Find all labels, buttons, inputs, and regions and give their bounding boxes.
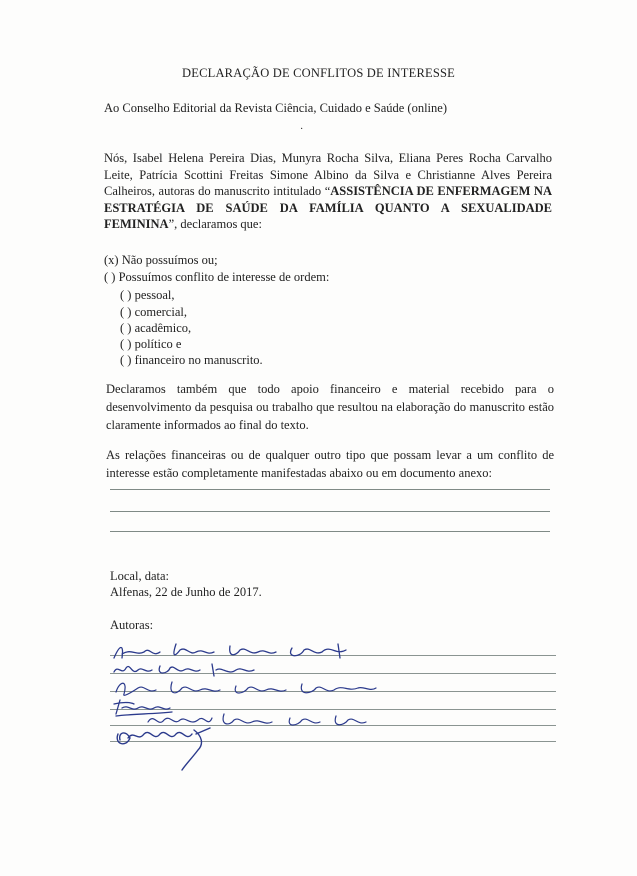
option-no-conflict-label: Não possuímos ou;	[121, 253, 218, 267]
manuscript-title: ASSISTÊNCIA DE ENFERMAGEM NA ESTRATÉGIA DE SAÚDE DA FAMÍLIA QUANTO A SEXUALIDADE FEMININA	[104, 184, 552, 231]
option-academic-label: acadêmico,	[134, 321, 192, 335]
option-political	[120, 337, 181, 352]
checkbox-has-conflict[interactable]: ( )	[104, 270, 116, 284]
signature-eliana-icon	[112, 678, 382, 700]
checkbox-commercial[interactable]: ( )	[120, 305, 132, 319]
disclosure-line-3	[110, 531, 550, 532]
signature-munyra-icon	[112, 660, 262, 680]
checkbox-political[interactable]: ( )	[120, 337, 132, 351]
authors-label: Autoras:	[110, 618, 154, 632]
place-date-value: Alfenas, 22 de Junho de 2017.	[110, 585, 262, 599]
checkbox-academic[interactable]: ( )	[120, 321, 132, 335]
stray-dot: ·	[300, 124, 304, 135]
option-academic	[120, 321, 191, 336]
option-personal-label: pessoal,	[134, 288, 175, 302]
option-no-conflict	[104, 253, 218, 268]
support-statement: Declaramos também que todo apoio financeiro e material recebido para o desenvolvimento da pesquisa ou trabalho que resultou na elaboração do manuscrito estão claramente informados ao final do texto.	[106, 382, 554, 432]
checkbox-personal[interactable]: ( )	[120, 288, 132, 302]
intro-closing: ”, declaramos que:	[168, 217, 262, 231]
option-political-label: político e	[134, 337, 182, 351]
relations-statement: As relações financeiras ou de qualquer outro tipo que possam levar a um conflito de interesse estão completamente manifestadas abaixo ou em documento anexo:	[106, 448, 554, 480]
intro-paragraph	[104, 150, 552, 233]
option-has-conflict	[104, 270, 329, 285]
option-commercial-label: comercial,	[134, 305, 187, 319]
checkbox-no-conflict[interactable]: (x)	[104, 253, 119, 267]
option-commercial	[120, 305, 187, 320]
signature-christianne-icon	[112, 724, 222, 772]
option-has-conflict-label: Possuímos conflito de interesse de ordem:	[118, 270, 330, 284]
option-financial-label: financeiro no manuscrito.	[134, 353, 263, 367]
place-date-label: Local, data:	[110, 569, 169, 583]
checkbox-financial[interactable]: ( )	[120, 353, 132, 367]
document-title: DECLARAÇÃO DE CONFLITOS DE INTERESSE	[182, 66, 455, 80]
option-financial	[120, 353, 263, 368]
option-personal	[120, 288, 175, 303]
addressee: Ao Conselho Editorial da Revista Ciência, Cuidado e Saúde (online)	[104, 101, 447, 115]
intro-text: Nós, Isabel Helena Pereira Dias, Munyra Rocha Silva, Eliana Peres Rocha Carvalho Leite, Patrícia Scottini Freitas Simone Albino da Silva e Christianne Alves Pereira Calheiros, autoras do manuscrito intitulado “	[104, 151, 552, 198]
disclosure-line-1	[110, 489, 550, 490]
disclosure-line-2	[110, 511, 550, 512]
